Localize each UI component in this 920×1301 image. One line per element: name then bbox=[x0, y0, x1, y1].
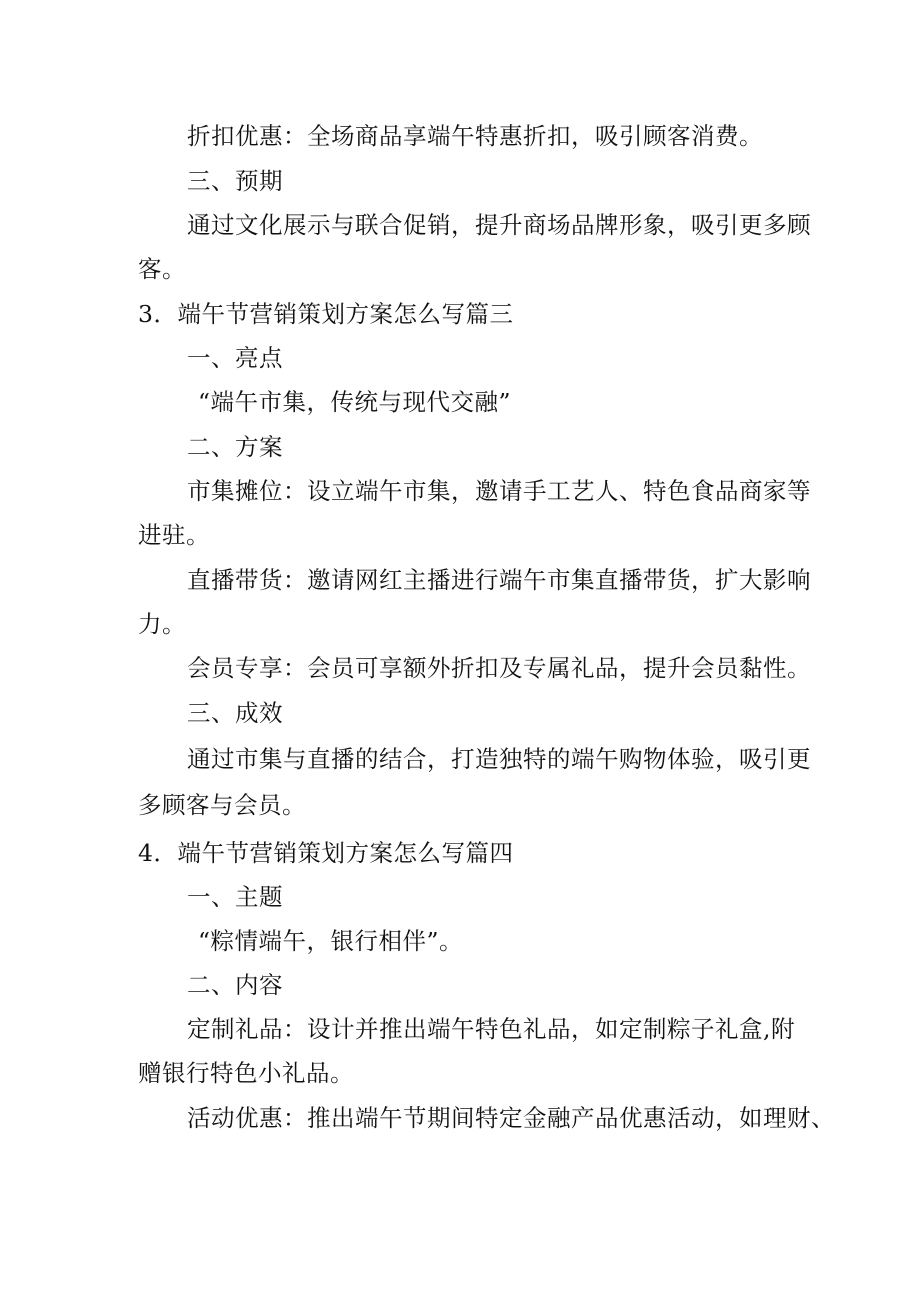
heading-theme: 一、主题 bbox=[187, 883, 283, 911]
paragraph-livestream: 直播带货：邀请网红主播进行端午市集直播带货，扩大影响 bbox=[187, 566, 811, 594]
quote-highlight: “端午市集，传统与现代交融” bbox=[198, 388, 512, 416]
paragraph-results: 通过市集与直播的结合，打造独特的端午购物体验，吸引更 bbox=[187, 745, 811, 773]
heading-content: 二、内容 bbox=[187, 971, 283, 999]
paragraph-promotions: 活动优惠：推出端午节期间特定金融产品优惠活动，如理财、 bbox=[187, 1104, 835, 1132]
paragraph-results-cont: 多顾客与会员。 bbox=[138, 791, 306, 819]
paragraph-expectation-cont: 客。 bbox=[138, 255, 186, 283]
section-title-3: 3．端午节营销策划方案怎么写篇三 bbox=[138, 300, 514, 328]
paragraph-member: 会员专享：会员可享额外折扣及专属礼品，提升会员黏性。 bbox=[187, 654, 811, 682]
paragraph-market-stalls: 市集摊位：设立端午市集，邀请手工艺人、特色食品商家等 bbox=[187, 477, 811, 505]
paragraph-discount: 折扣优惠：全场商品享端午特惠折扣，吸引顾客消费。 bbox=[187, 122, 763, 150]
quote-theme: “粽情端午，银行相伴”。 bbox=[198, 927, 464, 955]
heading-expectation: 三、预期 bbox=[187, 167, 283, 195]
heading-results: 三、成效 bbox=[187, 699, 283, 727]
section-title-4: 4．端午节营销策划方案怎么写篇四 bbox=[138, 839, 514, 867]
paragraph-expectation: 通过文化展示与联合促销，提升商场品牌形象，吸引更多顾 bbox=[187, 211, 811, 239]
heading-highlight: 一、亮点 bbox=[187, 344, 283, 372]
paragraph-custom-gifts: 定制礼品：设计并推出端午特色礼品，如定制粽子礼盒,附 bbox=[187, 1015, 795, 1043]
paragraph-custom-gifts-cont: 赠银行特色小礼品。 bbox=[138, 1059, 354, 1087]
heading-plan: 二、方案 bbox=[187, 433, 283, 461]
paragraph-livestream-cont: 力。 bbox=[138, 610, 186, 638]
paragraph-market-stalls-cont: 进驻。 bbox=[138, 521, 210, 549]
